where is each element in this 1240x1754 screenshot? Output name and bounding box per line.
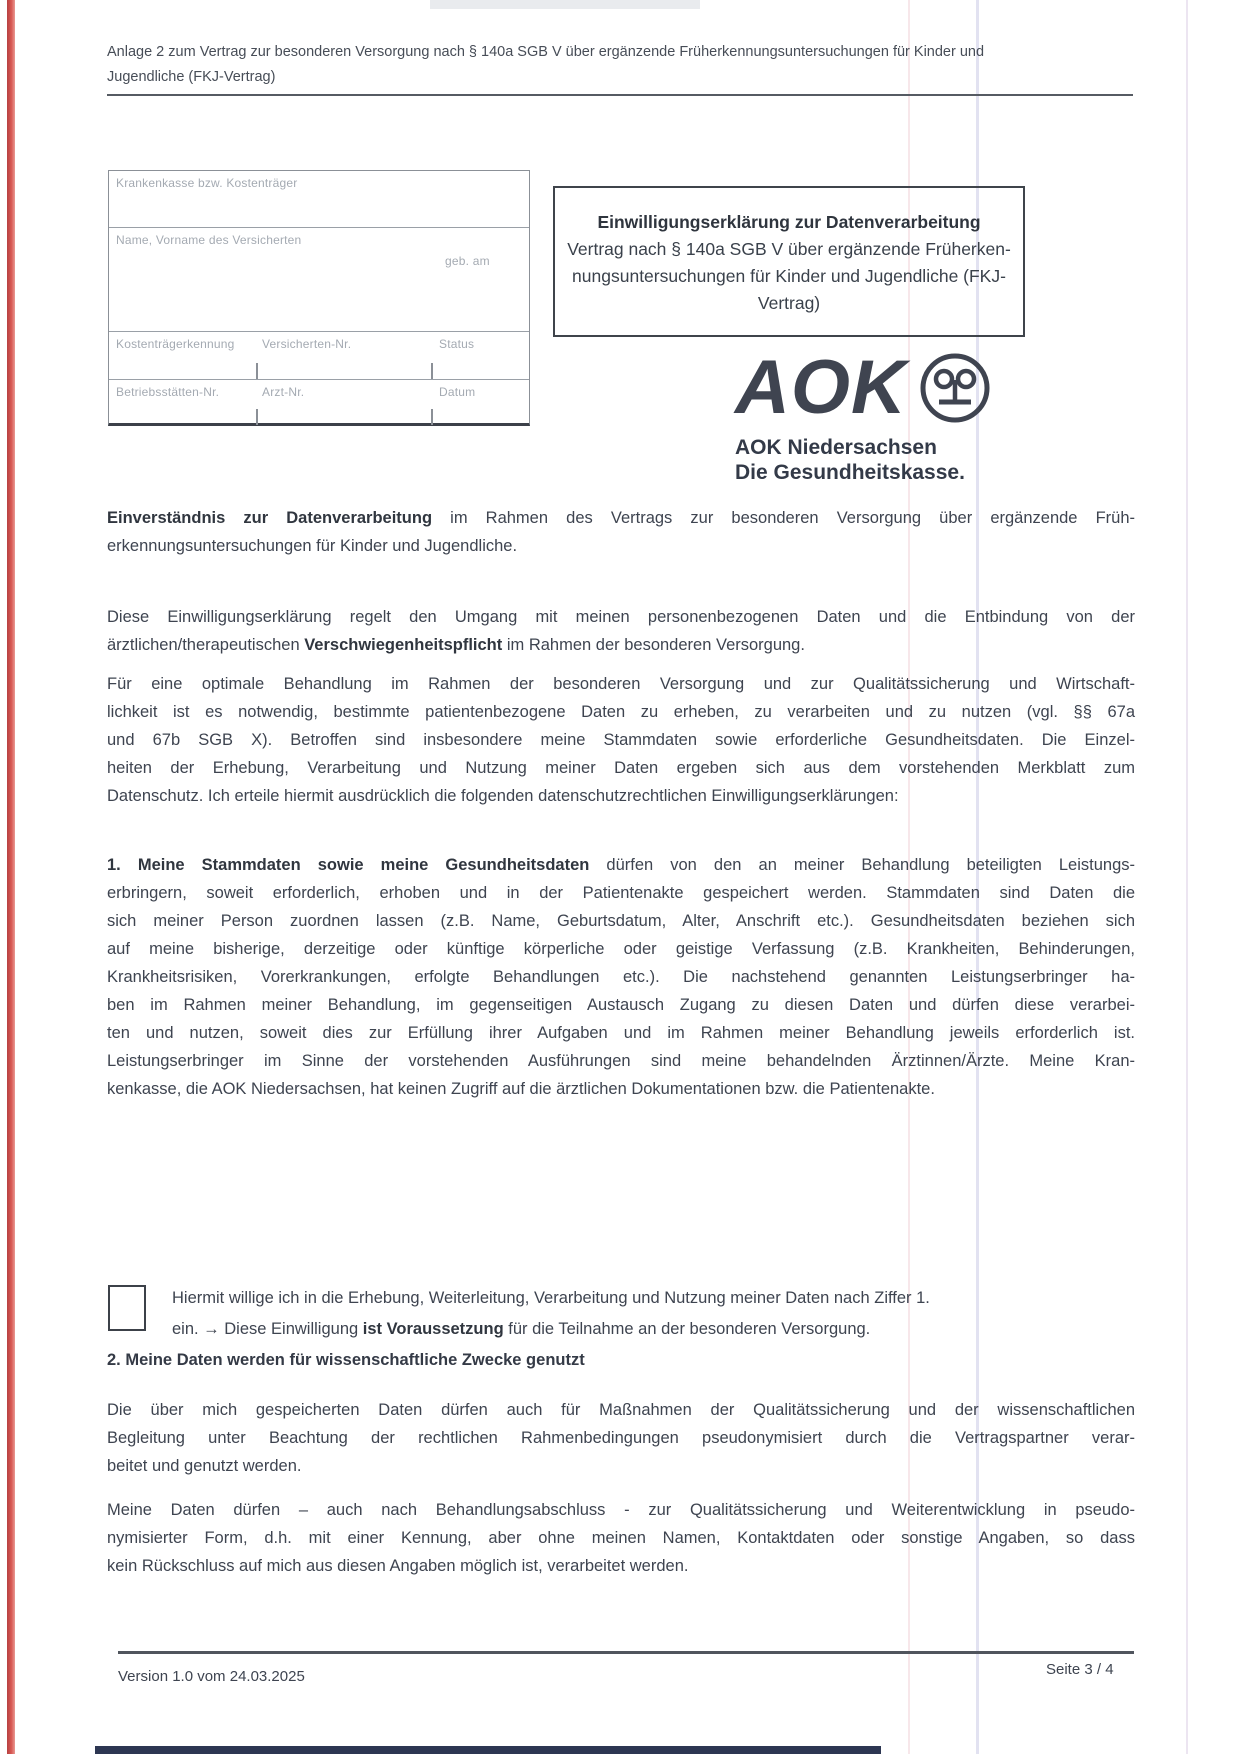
footer-page-number: Seite 3 / 4 xyxy=(1046,1661,1114,1678)
scan-artifact-smudge xyxy=(430,0,700,9)
science-use-paragraph: Die über mich gespeicherten Daten dürfen auch für Maßnahmen der Qualitätssicherung und der wissenschaftlichen Begleitung unter Beachtung der rechtlichen Rahmenbedingungen pseudonymisiert durch die Vertragspartner verar- beitet und genutzt werden. xyxy=(107,1401,1135,1475)
aok-org-name: AOK Niedersachsen xyxy=(735,436,937,459)
field-status-label: Status xyxy=(439,337,475,351)
document-title: Einwilligungserklärung zur Datenverarbeitung xyxy=(597,212,981,232)
checkbox-statement: Hiermit willige ich in die Erhebung, Weiterleitung, Verarbeitung und Nutzung meiner Daten nach Ziffer 1. ein. → Diese Einwilligung ist Voraussetzung für die Teilnahme an der besonderen Versorgung. xyxy=(172,1289,930,1338)
field-betriebsstaetten-nr-label: Betriebsstätten-Nr. xyxy=(116,385,220,399)
field-versicherten-nr-label: Versicherten-Nr. xyxy=(262,337,352,351)
column-divider-tick xyxy=(431,363,433,379)
aok-tagline: Die Gesundheitskasse. xyxy=(735,461,965,484)
header-divider xyxy=(107,94,1133,96)
header-line-2: Jugendliche (FKJ-Vertrag) xyxy=(107,69,276,85)
field-row-kennungen xyxy=(109,332,529,380)
scan-artifact-bottom-bar xyxy=(95,1746,881,1754)
header-line-1: Anlage 2 zum Vertrag zur besonderen Versorgung nach § 140a SGB V über ergänzende Früherkennungsuntersuchungen für Kinder und xyxy=(107,44,985,60)
section-2-heading: 2. Meine Daten werden für wissenschaftliche Zwecke genutzt xyxy=(107,1351,585,1369)
scan-artifact-red-stripe xyxy=(7,0,15,1754)
consent-intro-paragraph: Einverständnis zur Datenverarbeitung im Rahmen des Vertrags zur besonderen Versorgung über ergänzende Früh- erkennungsuntersuchungen für Kinder und Jugendliche. xyxy=(107,509,1135,555)
declaration-scope-paragraph: Diese Einwilligungserklärung regelt den Umgang mit meinen personenbezogenen Daten und die Entbindung von der ärztlichen/therapeutischen Verschwiegenheitspflicht im Rahmen der besonderen Versorgung. xyxy=(107,608,1135,654)
consent-checkbox[interactable] xyxy=(108,1285,146,1331)
scan-artifact-vertical-line xyxy=(1186,0,1188,1754)
aok-wordmark: AOK xyxy=(735,345,907,430)
footer-version: Version 1.0 vom 24.03.2025 xyxy=(118,1668,305,1685)
field-row-arzt xyxy=(109,380,529,425)
document-header xyxy=(107,40,1137,90)
field-name-label: Name, Vorname des Versicherten xyxy=(116,233,302,247)
footer-divider xyxy=(118,1651,1134,1654)
data-necessity-paragraph: Für eine optimale Behandlung im Rahmen der besonderen Versorgung und zur Qualitätssicherung und Wirtschaft- lichkeit ist es notwendig, bestimmte patientenbezogene Daten zu erheben, zu verarbeiten und zu nutzen (vgl. §§ 67a und 67b SGB X). Betroffen sind insbesondere meine Stammdaten sowie erforderliche Gesundheitsdaten. Die Einzel- heiten der Erhebung, Verarbeitung und Nutzung meiner Daten ergeben sich aus dem vorstehenden Merkblatt zum Datenschutz. Ich erteile hiermit ausdrücklich die folgenden datenschutzrechtlichen Einwilligungserklärungen: xyxy=(107,675,1135,805)
document-subtitle-line: nungsuntersuchungen für Kinder und Jugendliche (FKJ- xyxy=(572,266,1006,286)
aok-tree-icon xyxy=(917,350,993,426)
field-arzt-nr-label: Arzt-Nr. xyxy=(262,385,305,399)
field-krankenkasse xyxy=(109,171,529,228)
field-datum-label: Datum xyxy=(439,385,476,399)
column-divider-tick xyxy=(256,409,258,425)
consent-title-box xyxy=(553,186,1025,337)
section-1-paragraph: 1. Meine Stammdaten sowie meine Gesundheitsdaten dürfen von den an meiner Behandlung beteiligten Leistungs- erbringern, soweit erforderlich, erhoben und in der Patientenakte gespeichert werden. Stammdaten sind Daten die sich meiner Person zuordnen lassen (z.B. Name, Geburtsdatum, Alter, Anschrift etc.). Gesundheitsdaten beziehen sich auf meine bisherige, derzeitige oder künftige körperliche oder geistige Verfassung (z.B. Krankheiten, Behinderungen, Krankheitsrisiken, Vorerkrankungen, erfolgte Behandlungen etc.). Die nachstehend genannten Leistungserbringer ha- ben im Rahmen meiner Behandlung, im gegenseitigen Austausch Zugang zu diesen Daten und dürfen diese verarbei- ten und nutzen, soweit dies zur Erfüllung ihrer Aufgaben und im Rahmen meiner Behandlung jeweils erforderlich ist. Leistungserbringer im Sinne der vorstehenden Ausführungen sind meine behandelnden Ärztinnen/Ärzte. Meine Kran- kenkasse, die AOK Niedersachsen, hat keinen Zugriff auf die ärztlichen Dokumentationen bzw. die Patientenakte. xyxy=(107,856,1135,1098)
aok-logo xyxy=(735,345,1055,485)
pseudonymised-data-paragraph: Meine Daten dürfen – auch nach Behandlungsabschluss - zur Qualitätssicherung und Weiterentwicklung in pseudo- nymisierter Form, d.h. mit einer Kennung, aber ohne meinen Namen, Kontaktdaten oder sonstige Angaben, so dass kein Rückschluss auf mich aus diesen Angaben möglich ist, verarbeitet werden. xyxy=(107,1501,1135,1575)
insurance-form-box xyxy=(108,170,530,426)
field-krankenkasse-label: Krankenkasse bzw. Kostenträger xyxy=(116,176,298,190)
document-subtitle-line: Vertrag nach § 140a SGB V über ergänzende Früherken- xyxy=(567,239,1011,259)
column-divider-tick xyxy=(256,363,258,379)
field-geb-am-label: geb. am xyxy=(445,254,490,268)
column-divider-tick xyxy=(431,409,433,425)
document-subtitle-line: Vertrag) xyxy=(757,293,821,313)
field-kostentraegerkennung-label: Kostenträgerkennung xyxy=(116,337,235,351)
field-versicherter xyxy=(109,228,529,332)
